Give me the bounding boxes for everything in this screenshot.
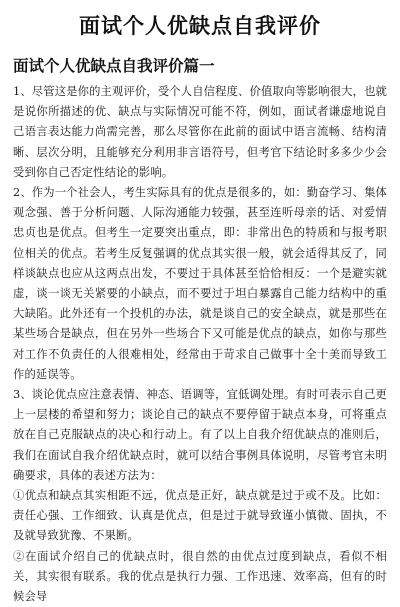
document-title: 面试个人优缺点自我评价 bbox=[79, 14, 321, 38]
paragraph-1: 1、尽管这是你的主观评价，受个人自信程度、价值取向等影响很大，也就是说你所描述的优、缺点与实际情况可能不符，例如，面试者谦虚地说自己语言表达能力尚需完善，那么尽管你在此前的面试中语言流畅、结构清晰、层次分明，且能够充分利用非言语符号，但考官下结论时多多少少会受到你自己否定性结论的影响。 bbox=[13, 85, 387, 179]
paragraph-3: 3、谈论优点应注意表情、神态、语调等，宜低调处理。有时可表示自己更上一层楼的希望和努力；谈论自己的缺点不要停留于缺点本身，可将重点放在自己克服缺点的决心和行动上。有了以上自我介绍优缺点的准则后，我们在面试自我介绍优缺点时，就可以结合事例具体说明，尽管考官未明确要求，具体的表述方法为： bbox=[13, 388, 387, 482]
paragraph-4: ①优点和缺点其实相距不远，优点是正好，缺点就是过于或不及。比如：责任心强、工作细致、认真是优点，但是过于就导致谨小慎微、固执，不及就导致犹豫、不果断。 bbox=[13, 489, 387, 543]
paragraph-2: 2、作为一个社会人，考生实际具有的优点是很多的，如：勤奋学习、集体观念强、善于分析问题、人际沟通能力较强，甚至连听母亲的话、对爱情忠贞也是优点。但考生一定要突出重点，即：非常出色的特质和与报考职位相关的优点。若考生反复强调的优点其实很一般，就会适得其反了，同样谈缺点也应从这两点出发，不要过于具体甚至恰恰相反：一个是避实就虚，谈一谈无关紧要的小缺点，而不要过于坦白暴露自己能力结构中的重大缺陷。此外还有一个投机的办法，就是谈自己的安全缺点，就是那些在某些场合是缺点，但在另外一些场合下又可能是优点的缺点，如你与那些对工作不负责任的人很难相处，经常由于苛求自己做事十全十美而导致工作的延误等。 bbox=[13, 186, 387, 381]
section-heading: 面试个人优缺点自我评价篇一 bbox=[13, 57, 215, 75]
paragraph-5: ②在面试介绍自己的优缺点时，很自然的由优点过度到缺点，看似不相关，其实很有联系。我的优点是执行力强、工作迅速、效率高，但有的时候会导 bbox=[13, 549, 387, 604]
